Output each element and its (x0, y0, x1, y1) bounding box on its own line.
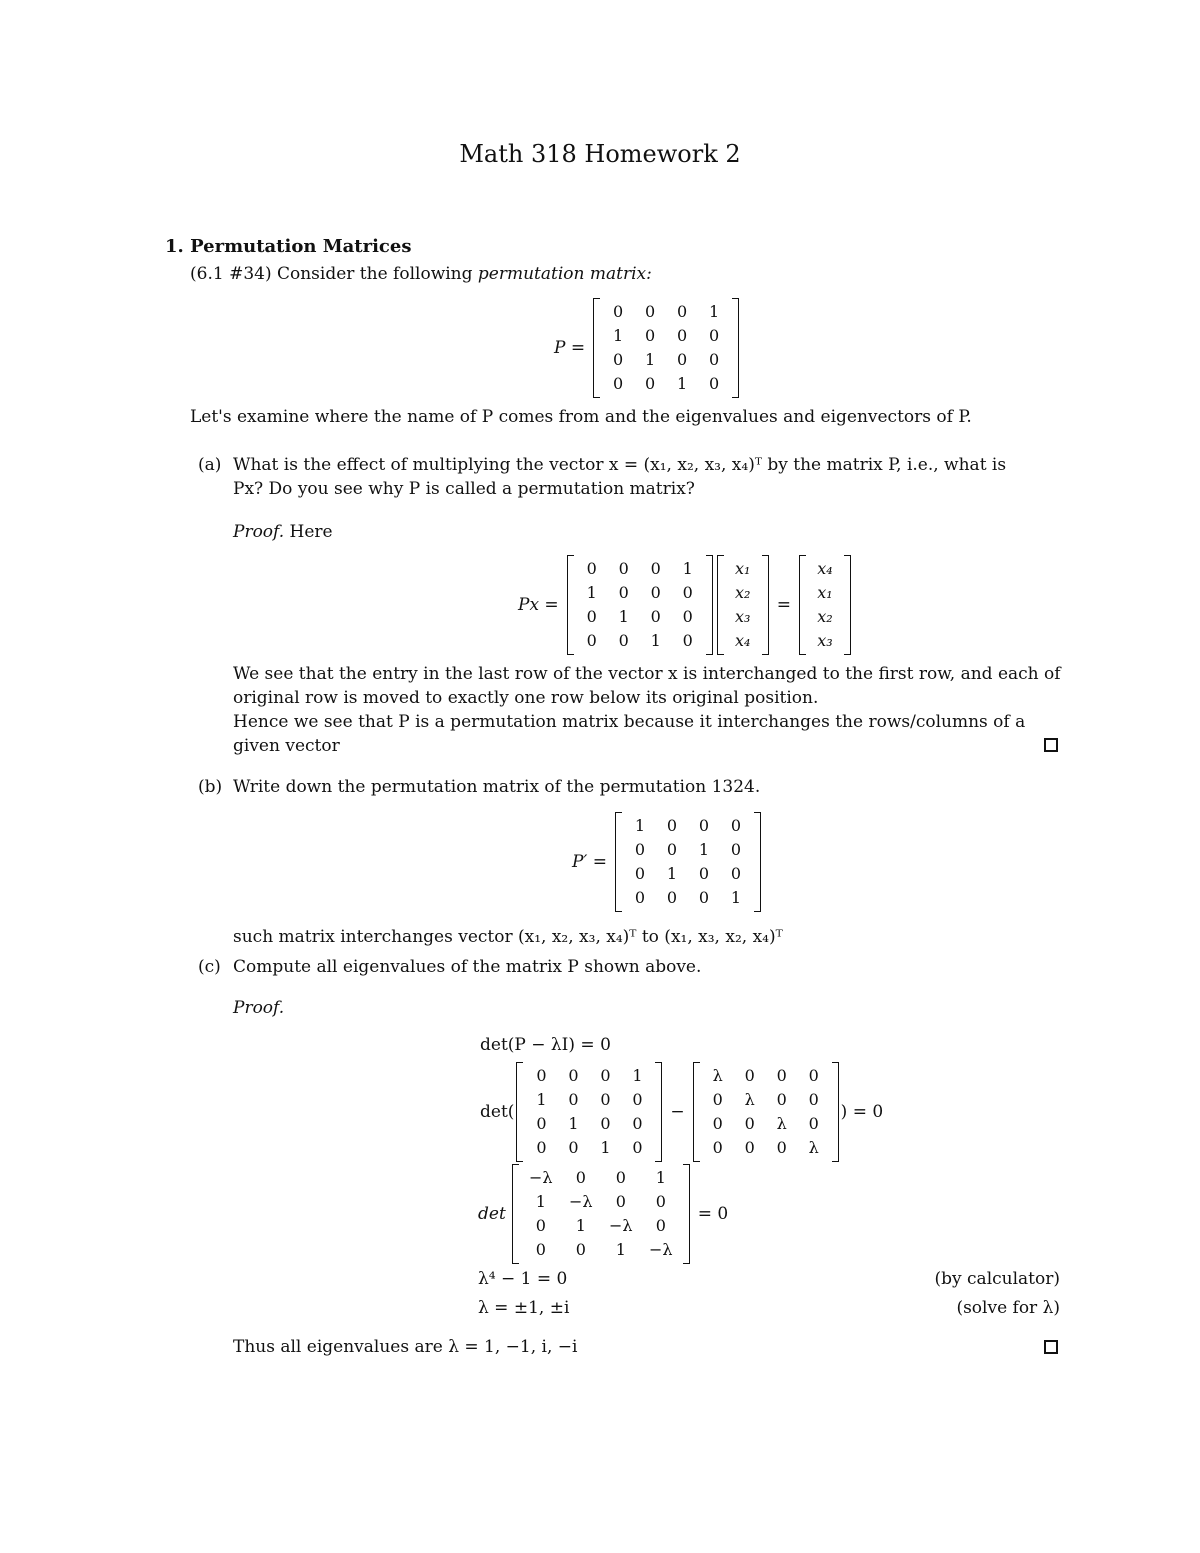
part-b-answer: such matrix interchanges vector (x₁, x₂, x₃, x₄)ᵀ to (x₁, x₃, x₂, x₄)ᵀ (233, 927, 783, 947)
equals-sign: = (776, 595, 791, 615)
matrix-cell: 0 (776, 1066, 787, 1085)
matrix-cell: 1 (568, 1114, 579, 1133)
matrix-cell: −λ (649, 1240, 673, 1259)
matrix-cell: 1 (650, 631, 661, 650)
matrix-cell: 0 (536, 1066, 547, 1085)
qed-symbol (1044, 1340, 1058, 1354)
matrix-lambda-i (693, 1062, 839, 1162)
matrix-cell: 0 (586, 631, 597, 650)
matrix-cell: 0 (645, 302, 656, 321)
vector-cell: x₃ (734, 607, 751, 626)
matrix-cell: 1 (655, 1168, 666, 1187)
matrix-cell: 0 (808, 1066, 819, 1085)
part-b-label: (b) (198, 777, 223, 797)
matrix-cell: 0 (586, 607, 597, 626)
matrix-cell: 0 (744, 1066, 755, 1085)
matrix-cell: 0 (632, 1138, 643, 1157)
matrix-cell: 0 (535, 1240, 546, 1259)
vector-cell: x₄ (734, 631, 751, 650)
part-b-question: Write down the permutation matrix of the permutation 1324. (233, 777, 761, 797)
matrix-cell: 1 (634, 816, 646, 835)
matrix-cell: 0 (634, 864, 646, 883)
matrix-cell: 1 (677, 374, 688, 393)
part-a-label: (a) (198, 455, 222, 475)
matrix-p (567, 555, 713, 655)
part-c-label: (c) (198, 957, 221, 977)
part-c-question: Compute all eigenvalues of the matrix P shown above. (233, 957, 702, 977)
matrix-cell: 1 (618, 607, 629, 626)
px-equation (512, 555, 853, 655)
part-a-answer-3: Hence we see that P is a permutation matrix because it interchanges the rows/columns of a (233, 712, 1026, 732)
equals-zero: = 0 (697, 1204, 729, 1224)
pprime-label: P′ = (572, 852, 607, 872)
matrix-cell: 0 (682, 631, 693, 650)
matrix-cell: 0 (575, 1168, 586, 1187)
vector-cell: x₂ (817, 607, 833, 626)
matrix-cell: 0 (677, 302, 688, 321)
matrix-cell: λ (712, 1066, 723, 1085)
minus-sign: − (670, 1102, 685, 1122)
matrix-p-equation (548, 298, 741, 398)
matrix-cell: 1 (666, 864, 678, 883)
matrix-cell: 1 (613, 326, 624, 345)
qed-symbol (1044, 738, 1058, 752)
matrix-cell: 0 (575, 1240, 586, 1259)
matrix-cell: 0 (650, 607, 661, 626)
matrix-cell: 0 (613, 350, 624, 369)
matrix-cell: −λ (529, 1168, 553, 1187)
px-label: Px = (518, 595, 559, 615)
matrix-cell: 0 (709, 374, 720, 393)
part-a-question-2: Px? Do you see why P is called a permutation matrix? (233, 479, 695, 499)
intro-text: (6.1 #34) Consider the following (190, 264, 478, 284)
det-step-5: λ = ±1, ±i (478, 1298, 570, 1318)
matrix-cell: 0 (682, 583, 693, 602)
matrix-cell: 0 (712, 1090, 723, 1109)
matrix-cell: 0 (677, 350, 688, 369)
matrix-cell: 1 (645, 350, 656, 369)
matrix-cell: 0 (712, 1138, 723, 1157)
matrix-cell: 0 (632, 1114, 643, 1133)
matrix-cell: 0 (634, 840, 646, 859)
matrix-cell: 0 (634, 888, 646, 907)
matrix-cell: 0 (645, 326, 656, 345)
vector-result (799, 555, 851, 655)
matrix-cell: 0 (535, 1216, 546, 1235)
proof-text: Here (289, 522, 333, 542)
det-step-4: λ⁴ − 1 = 0 (478, 1269, 568, 1289)
matrix-cell: 0 (568, 1138, 579, 1157)
det-step-1: det(P − λI) = 0 (480, 1035, 611, 1055)
matrix-cell: 0 (808, 1114, 819, 1133)
examine-text: Let's examine where the name of P comes from and the eigenvalues and eigenvectors of P. (190, 407, 972, 427)
matrix-cell: 1 (682, 559, 693, 578)
page-title: Math 318 Homework 2 (459, 140, 741, 168)
p-label: P = (554, 338, 586, 358)
part-c-proof-label: Proof. (233, 998, 285, 1018)
det-step-5-note: (solve for λ) (956, 1298, 1060, 1318)
matrix-cell: 0 (632, 1090, 643, 1109)
matrix-cell: 0 (730, 840, 742, 859)
matrix-cell: 0 (666, 888, 678, 907)
vector-x (717, 555, 769, 655)
part-a-answer-2: original row is moved to exactly one row below its original position. (233, 688, 819, 708)
part-a-answer-1: We see that the entry in the last row of the vector x is interchanged to the first row, and each of (233, 664, 1061, 684)
part-c-conclusion: Thus all eigenvalues are λ = 1, −1, i, −i (233, 1337, 578, 1357)
matrix-cell: 0 (618, 583, 629, 602)
matrix-cell: 0 (568, 1090, 579, 1109)
matrix-cell: 0 (730, 816, 742, 835)
section-heading (165, 235, 411, 259)
det-step-2 (480, 1062, 883, 1162)
matrix-cell: 0 (776, 1138, 787, 1157)
matrix-cell: 1 (535, 1192, 546, 1211)
det-suffix: ) = 0 (840, 1102, 884, 1122)
matrix-cell: 1 (709, 302, 720, 321)
matrix-cell: 0 (744, 1138, 755, 1157)
section-number: 1. (165, 236, 184, 257)
matrix-cell: 0 (655, 1192, 666, 1211)
matrix-cell: 0 (536, 1138, 547, 1157)
matrix-cell: 0 (666, 840, 678, 859)
matrix-cell: λ (776, 1114, 787, 1133)
matrix-cell: 1 (536, 1090, 547, 1109)
vector-cell: x₁ (817, 583, 833, 602)
matrix-cell: 0 (650, 559, 661, 578)
matrix-cell: 0 (709, 350, 720, 369)
matrix-cell: 1 (600, 1138, 611, 1157)
vector-cell: x₁ (734, 559, 751, 578)
matrix-cell: 1 (698, 840, 710, 859)
matrix-cell: 0 (677, 326, 688, 345)
section-intro (190, 262, 652, 286)
part-a-question-1: What is the effect of multiplying the vector x = (x₁, x₂, x₃, x₄)ᵀ by the matrix P, i.e., what is (233, 455, 1007, 475)
matrix-p (593, 298, 739, 398)
vector-cell: x₃ (817, 631, 833, 650)
matrix-cell: 0 (568, 1066, 579, 1085)
matrix-pprime-equation (566, 812, 763, 912)
intro-italic: permutation matrix: (477, 264, 652, 284)
matrix-cell: 0 (615, 1192, 626, 1211)
matrix-cell: 0 (698, 816, 710, 835)
matrix-cell: 0 (600, 1066, 611, 1085)
matrix-cell: 0 (650, 583, 661, 602)
matrix-cell: 0 (618, 631, 629, 650)
matrix-cell: 0 (698, 888, 710, 907)
matrix-cell: 0 (808, 1090, 819, 1109)
matrix-cell: 1 (586, 583, 597, 602)
proof-label: Proof. (233, 522, 285, 542)
matrix-cell: 0 (698, 864, 710, 883)
matrix-cell: 0 (682, 607, 693, 626)
matrix-cell: 1 (575, 1216, 586, 1235)
part-a-proof (233, 520, 333, 544)
matrix-pprime (615, 812, 761, 912)
matrix-cell: −λ (569, 1192, 593, 1211)
matrix-cell: 0 (744, 1114, 755, 1133)
matrix-cell: 0 (712, 1114, 723, 1133)
matrix-cell: 0 (600, 1114, 611, 1133)
matrix-cell: 0 (655, 1216, 666, 1235)
matrix-cell: 0 (709, 326, 720, 345)
matrix-cell: 0 (536, 1114, 547, 1133)
part-a-answer-4: given vector (233, 736, 340, 756)
matrix-cell: 0 (618, 559, 629, 578)
matrix-cell: 0 (600, 1090, 611, 1109)
vector-cell: x₄ (817, 559, 833, 578)
matrix-cell: 0 (615, 1168, 626, 1187)
det-step-4-note: (by calculator) (934, 1269, 1060, 1289)
det-prefix: det( (480, 1102, 515, 1122)
det-step-3 (478, 1164, 734, 1264)
det-label: det (478, 1204, 506, 1224)
matrix-cell: 0 (730, 864, 742, 883)
matrix-cell: 0 (666, 816, 678, 835)
matrix-cell: −λ (609, 1216, 633, 1235)
matrix-cell: 0 (776, 1090, 787, 1109)
matrix-cell: 0 (613, 374, 624, 393)
matrix-cell: 0 (613, 302, 624, 321)
matrix-cell: 0 (645, 374, 656, 393)
matrix-cell: λ (744, 1090, 755, 1109)
matrix-p (516, 1062, 662, 1162)
matrix-cell: λ (808, 1138, 819, 1157)
matrix-p-minus-lambda (512, 1164, 690, 1264)
matrix-cell: 1 (615, 1240, 626, 1259)
vector-cell: x₂ (734, 583, 751, 602)
matrix-cell: 1 (632, 1066, 643, 1085)
section-title: Permutation Matrices (190, 236, 412, 257)
matrix-cell: 1 (730, 888, 742, 907)
matrix-cell: 0 (586, 559, 597, 578)
